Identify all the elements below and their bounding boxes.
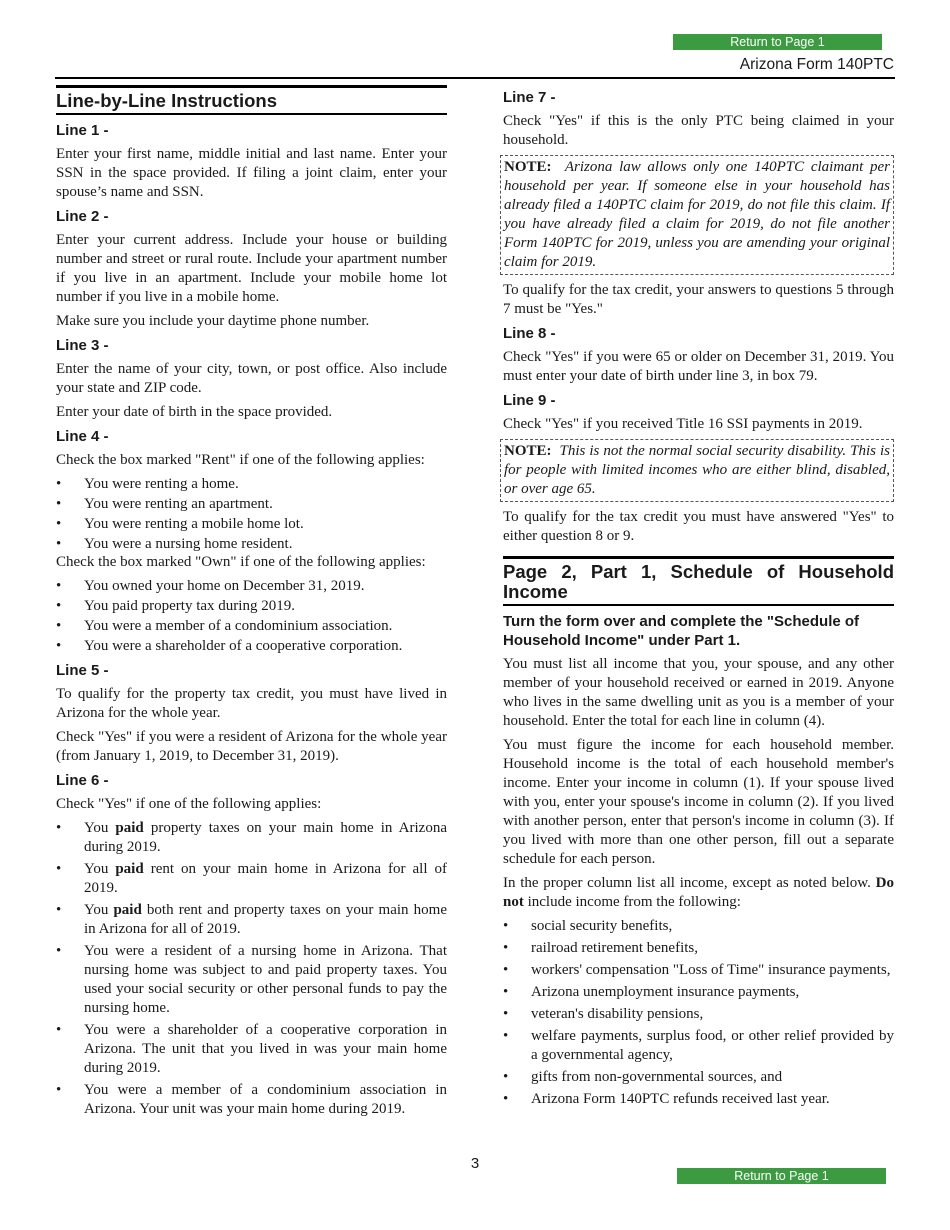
line-3-text: Enter the name of your city, town, or post office. Also include your state and ZIP code.	[56, 361, 447, 396]
line-7-note-box	[500, 155, 894, 275]
line-7-heading: Line 7 -	[503, 89, 556, 106]
list-item: • You paid both rent and property taxes on your main home in Arizona for all of 2019.	[56, 901, 447, 939]
line-2-heading: Line 2 -	[56, 208, 109, 225]
line-3-heading: Line 3 -	[56, 337, 109, 354]
part-1-text-1: You must list all income that you, your spouse, and any other member of your household received or earned in 2019. Anyone who lives in the same dwelling unit as you is a member of your household. Enter the total for each line in column (4).	[503, 656, 894, 729]
section-title-schedule-household-income: Page 2, Part 1, Schedule of Household Income	[503, 556, 894, 606]
line-5-text: To qualify for the property tax credit, you must have lived in Arizona for the whole year.	[56, 686, 447, 721]
list-item: • workers' compensation "Loss of Time" insurance payments,	[503, 961, 894, 980]
note-label: NOTE:	[504, 159, 552, 175]
list-item: • You were a nursing home resident.	[56, 535, 447, 554]
part-1-text-3: In the proper column list all income, except as noted below. Do not include income from the following:	[503, 875, 894, 910]
list-item: • social security benefits,	[503, 917, 894, 936]
line-9-text: Check "Yes" if you received Title 16 SSI payments in 2019.	[503, 416, 863, 432]
right-column	[503, 88, 894, 1114]
line-7-qualify-text: To qualify for the tax credit, your answers to questions 5 through 7 must be "Yes."	[503, 282, 894, 317]
line-6-list	[56, 819, 447, 1119]
page-number: 3	[470, 1155, 480, 1172]
note-text: Arizona law allows only one 140PTC claimant per household per year. If someone else in your household has already filed a 140PTC claim for 2019, do not file this claim. If you have already filed a claim for 2019, do not file another Form 140PTC for 2019, unless you are amending your original claim for 2019.	[504, 159, 891, 270]
form-title: Arizona Form 140PTC	[739, 56, 894, 73]
line-5-resident-text: Check "Yes" if you were a resident of Arizona for the whole year (from January 1, 2019, to December 31, 2019).	[56, 729, 447, 764]
list-item: • You were renting a mobile home lot.	[56, 515, 447, 534]
list-item: • You owned your home on December 31, 2019.	[56, 577, 447, 596]
list-item: • You were a member of a condominium association.	[56, 617, 447, 636]
line-1-heading: Line 1 -	[56, 122, 109, 139]
section-title-line-by-line: Line-by-Line Instructions	[56, 85, 447, 115]
list-item: • railroad retirement benefits,	[503, 939, 894, 958]
line-8-heading: Line 8 -	[503, 325, 556, 342]
list-item: • You paid rent on your main home in Arizona for all of 2019.	[56, 860, 447, 898]
line-4-heading: Line 4 -	[56, 428, 109, 445]
line-5-heading: Line 5 -	[56, 662, 109, 679]
list-item: • veteran's disability pensions,	[503, 1005, 894, 1024]
list-item: • You were renting a home.	[56, 475, 447, 494]
left-column	[56, 85, 447, 1124]
line-4-own-intro: Check the box marked "Own" if one of the following applies:	[56, 554, 426, 570]
part-1-exclusion-list	[503, 917, 894, 1109]
list-item: • You were renting an apartment.	[56, 495, 447, 514]
line-9-qualify-text: To qualify for the tax credit you must have answered "Yes" to either question 8 or 9.	[503, 509, 894, 544]
part-1-text-2: You must figure the income for each household member. Household income is the total of each household member's income. Enter your income in column (1). If your spouse lived with you, enter your spouse's income in column (2). If you lived with another person, enter that person's income in column (3). If you lived with more than one other person, fill out a separate schedule for each person.	[503, 737, 894, 867]
line-7-text: Check "Yes" if this is the only PTC being claimed in your household.	[503, 113, 894, 148]
list-item: • You paid property tax during 2019.	[56, 597, 447, 616]
list-item: • gifts from non-governmental sources, and	[503, 1068, 894, 1087]
line-9-heading: Line 9 -	[503, 392, 556, 409]
list-item: • You were a member of a condominium association in Arizona. Your unit was your main home during 2019.	[56, 1081, 447, 1119]
part-1-subheading: Turn the form over and complete the "Schedule of Household Income" under Part 1.	[503, 613, 860, 649]
return-to-page-1-button-bottom[interactable]: Return to Page 1	[677, 1168, 886, 1184]
list-item: • Arizona unemployment insurance payments,	[503, 983, 894, 1002]
list-item: • You were a shareholder of a cooperative corporation in Arizona. The unit that you lived in was your main home during 2019.	[56, 1021, 447, 1078]
list-item: • You paid property taxes on your main home in Arizona during 2019.	[56, 819, 447, 857]
return-to-page-1-button-top[interactable]: Return to Page 1	[673, 34, 882, 50]
line-4-own-list	[56, 577, 447, 656]
line-1-text: Enter your first name, middle initial and last name. Enter your SSN in the space provided. If filing a joint claim, enter your spouse’s name and SSN.	[56, 146, 447, 200]
list-item: • You were a shareholder of a cooperative corporation.	[56, 637, 447, 656]
line-2-phone-text: Make sure you include your daytime phone number.	[56, 313, 370, 329]
line-6-heading: Line 6 -	[56, 772, 109, 789]
line-9-note-box	[500, 439, 894, 502]
list-item: • welfare payments, surplus food, or other relief provided by a governmental agency,	[503, 1027, 894, 1065]
line-3-birth-text: Enter your date of birth in the space provided.	[56, 404, 333, 420]
note-label: NOTE:	[504, 443, 552, 459]
list-item: • Arizona Form 140PTC refunds received last year.	[503, 1090, 894, 1109]
line-4-rent-intro: Check the box marked "Rent" if one of the following applies:	[56, 452, 425, 468]
list-item: • You were a resident of a nursing home in Arizona. That nursing home was subject to and paid property taxes. You used your social security or other personal funds to pay the nursing home.	[56, 942, 447, 1018]
header-rule	[55, 77, 895, 79]
note-text: This is not the normal social security disability. This is for people with limited incomes who are either blind, disabled, or over age 65.	[504, 443, 890, 497]
line-4-rent-list	[56, 475, 447, 554]
line-8-text: Check "Yes" if you were 65 or older on December 31, 2019. You must enter your date of birth under line 3, in box 79.	[503, 349, 894, 384]
line-2-text: Enter your current address. Include your house or building number and street or rural route. Include your apartment number if you live in an apartment. Include your mobile home lot number if you live in a mobile home.	[56, 232, 447, 305]
line-6-intro: Check "Yes" if one of the following applies:	[56, 796, 322, 812]
